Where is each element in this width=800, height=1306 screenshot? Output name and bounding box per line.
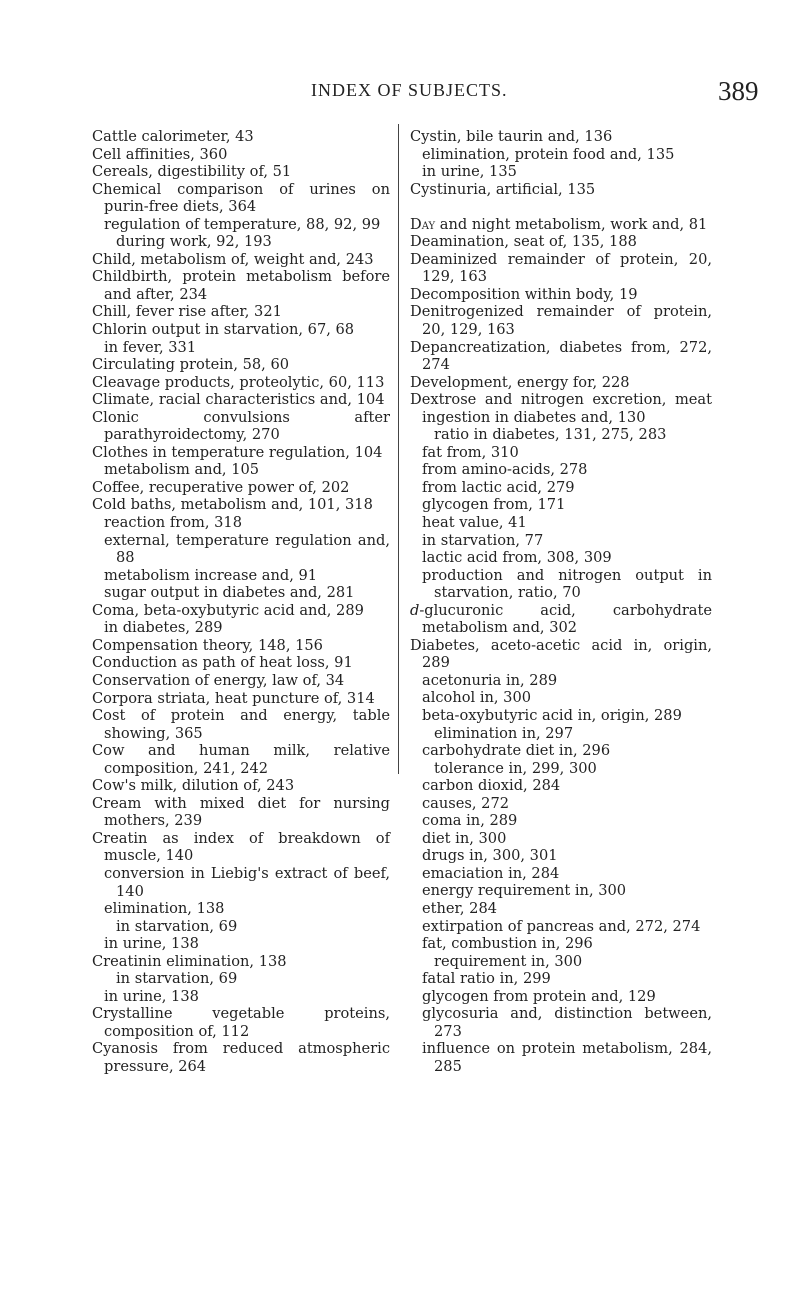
- index-entry: Cystin, bile taurin and, 136: [410, 128, 613, 145]
- index-entry: fatal ratio in, 299: [422, 970, 551, 988]
- index-entry: Cereals, digestibility of, 51: [92, 163, 292, 181]
- index-entry: beta-oxybutyric acid in, origin, 289: [422, 707, 682, 724]
- index-entry: Deaminized remainder of protein, 20, 129, 163: [410, 250, 712, 286]
- index-entry: energy requirement in, 300: [422, 882, 627, 900]
- index-entry: in urine, 138: [104, 987, 199, 1005]
- index-entry: Dextrose and nitrogen excretion, meat ingestion in diabetes and, 130: [410, 391, 712, 426]
- index-entry: Decomposition within body, 19: [410, 285, 638, 303]
- index-entry: Coffee, recuperative power of, 202: [92, 478, 350, 496]
- index-entry: Cream with mixed diet for nursing mothers, 239: [92, 794, 390, 830]
- index-entry: extirpation of pancreas and, 272, 274: [422, 917, 701, 935]
- index-entry: glycosuria and, distinction between, 273: [422, 1005, 712, 1040]
- index-entry: Chlorin output in starvation, 67, 68: [92, 321, 355, 339]
- index-entry: from lactic acid, 279: [422, 478, 575, 496]
- index-entry: Development, energy for, 228: [410, 373, 630, 391]
- index-entry: in fever, 331: [104, 338, 197, 356]
- index-entry: requirement in, 300: [434, 952, 583, 970]
- index-entry: Cyanosis from reduced atmospheric pressure, 264: [92, 1040, 390, 1075]
- index-entry: d-glucuronic acid, carbohydrate metabolism and, 302: [410, 601, 712, 637]
- index-entry: Clothes in temperature regulation, 104: [92, 443, 383, 461]
- index-entry: Child, metabolism of, weight and, 243: [92, 250, 374, 268]
- index-entry: tolerance in, 299, 300: [434, 759, 597, 777]
- index-entry: Cleavage products, proteolytic, 60, 113: [92, 373, 385, 391]
- index-entry: Cow and human milk, relative composition, 241, 242: [92, 742, 390, 777]
- index-entry: Clonic convulsions after parathyroidectomy, 270: [92, 408, 390, 444]
- index-entry: Cost of protein and energy, table showing, 365: [92, 707, 390, 742]
- index-entry: diet in, 300: [422, 829, 507, 847]
- page-header: [0, 76, 800, 106]
- index-entry: ether, 284: [422, 900, 498, 918]
- index-entry: in starvation, 69: [116, 917, 238, 935]
- index-entry: during work, 92, 193: [116, 233, 272, 251]
- index-entry: Depancreatization, diabetes from, 272, 274: [410, 338, 712, 374]
- index-entry: Chemical comparison of urines on purin-free diets, 364: [92, 180, 390, 216]
- index-entry: conversion in Liebig's extract of beef, 140: [104, 864, 390, 900]
- index-entry: carbon dioxid, 284: [422, 777, 561, 795]
- index-entry: Creatinin elimination, 138: [92, 952, 287, 970]
- index-entry: Circulating protein, 58, 60: [92, 356, 290, 374]
- index-entry: ratio in diabetes, 131, 275, 283: [434, 426, 667, 444]
- index-entry: metabolism increase and, 91: [104, 566, 318, 584]
- index-entry: sugar output in diabetes and, 281: [104, 584, 355, 602]
- index-entry: acetonuria in, 289: [422, 671, 558, 689]
- index-entry: Day and night metabolism, work and, 81: [410, 215, 708, 233]
- index-entry: Cold baths, metabolism and, 101, 318: [92, 496, 373, 514]
- index-entry: Conduction as path of heat loss, 91: [92, 654, 353, 672]
- index-entry: in starvation, 77: [422, 531, 544, 549]
- index-entry: causes, 272: [422, 794, 510, 812]
- index-entry: elimination in, 297: [434, 724, 574, 742]
- index-entry: glycogen from protein and, 129: [422, 987, 656, 1005]
- index-entry: in urine, 135: [422, 163, 517, 181]
- index-entry: Cystinuria, artificial, 135: [410, 180, 596, 198]
- index-entry: Chill, fever rise after, 321: [92, 303, 282, 321]
- column-divider: [398, 124, 399, 774]
- index-entry: Cattle calorimeter, 43: [92, 128, 254, 145]
- index-column-right: [410, 128, 712, 1075]
- index-entry: emaciation in, 284: [422, 864, 560, 882]
- index-entry: regulation of temperature, 88, 92, 99: [104, 215, 381, 233]
- index-entry: influence on protein metabolism, 284, 285: [422, 1040, 712, 1075]
- index-entry: fat, combustion in, 296: [422, 935, 593, 953]
- index-entry: production and nitrogen output in starvation, ratio, 70: [422, 566, 712, 602]
- index-entry: Creatin as index of breakdown of muscle, 140: [92, 829, 390, 865]
- index-entry: alcohol in, 300: [422, 689, 532, 707]
- running-title: INDEX OF SUBJECTS.: [311, 80, 508, 100]
- index-entry: elimination, protein food and, 135: [422, 145, 675, 163]
- index-entry: glycogen from, 171: [422, 496, 566, 514]
- page-number: 389: [718, 76, 759, 106]
- index-entry: drugs in, 300, 301: [422, 847, 558, 865]
- index-entry: heat value, 41: [422, 513, 527, 531]
- index-entry: external, temperature regulation and, 88: [104, 531, 390, 567]
- index-entry: in diabetes, 289: [104, 619, 223, 637]
- index-entry: lactic acid from, 308, 309: [422, 549, 612, 567]
- index-entry: Cell affinities, 360: [92, 145, 228, 163]
- index-spacer: [410, 198, 712, 216]
- index-entry: Compensation theory, 148, 156: [92, 636, 323, 654]
- index-entry: Conservation of energy, law of, 34: [92, 671, 345, 689]
- index-entry: Denitrogenized remainder of protein, 20, 129, 163: [410, 303, 712, 338]
- index-entry: fat from, 310: [422, 443, 519, 461]
- index-entry: Childbirth, protein metabolism before and after, 234: [92, 268, 390, 303]
- index-entry: in starvation, 69: [116, 970, 238, 988]
- index-entry: carbohydrate diet in, 296: [422, 742, 611, 760]
- index-entry: in urine, 138: [104, 935, 199, 953]
- index-column-left: [92, 128, 390, 1076]
- index-entry: Climate, racial characteristics and, 104: [92, 391, 385, 409]
- index-entry: coma in, 289: [422, 812, 518, 830]
- index-entry: Coma, beta-oxybutyric acid and, 289: [92, 601, 364, 619]
- index-entry: from amino-acids, 278: [422, 461, 588, 479]
- index-entry: metabolism and, 105: [104, 461, 260, 479]
- index-entry: reaction from, 318: [104, 514, 242, 532]
- index-entry: Diabetes, aceto-acetic acid in, origin, 289: [410, 636, 712, 672]
- index-entry: elimination, 138: [104, 900, 225, 918]
- index-entry: Deamination, seat of, 135, 188: [410, 233, 637, 251]
- index-entry: Corpora striata, heat puncture of, 314: [92, 689, 375, 707]
- index-entry: Crystalline vegetable proteins, composition of, 112: [92, 1005, 390, 1040]
- index-entry: Cow's milk, dilution of, 243: [92, 777, 295, 795]
